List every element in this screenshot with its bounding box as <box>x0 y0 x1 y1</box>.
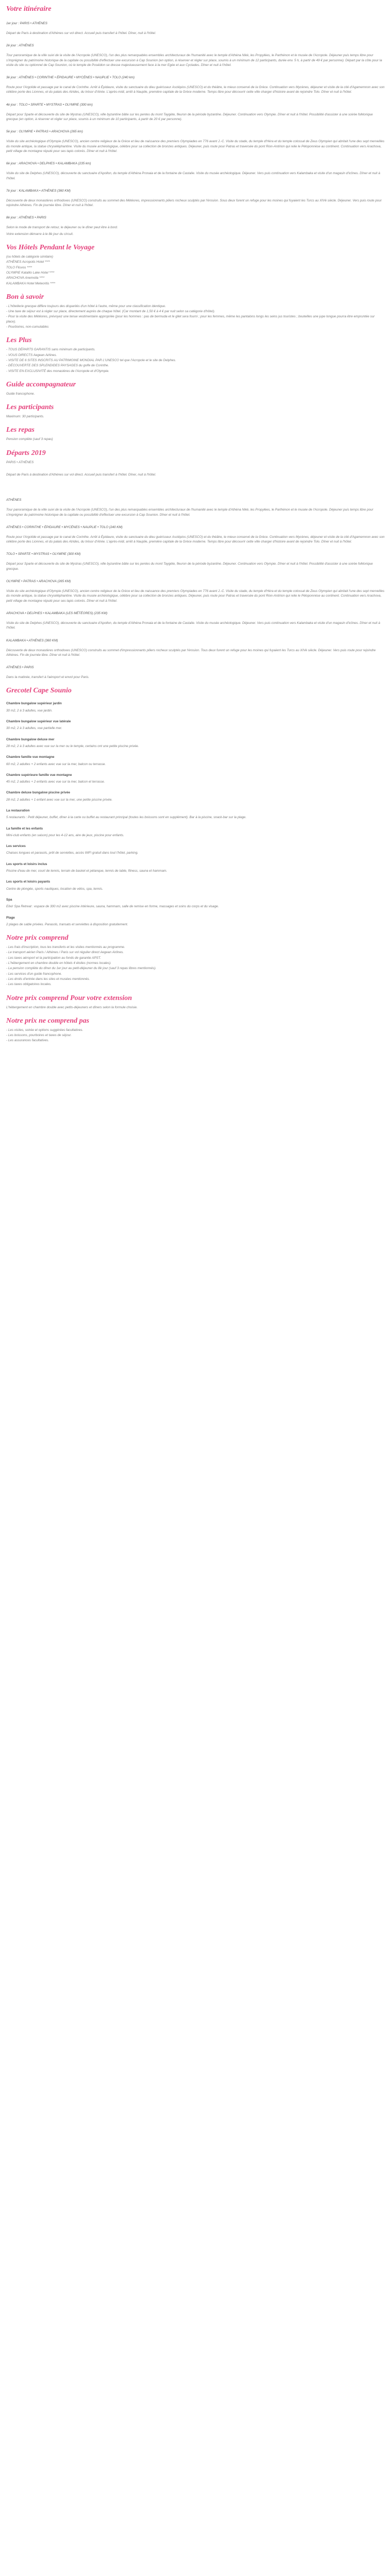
price-excludes-title: Notre prix ne comprend pas <box>6 1016 89 1025</box>
departs-route5-title: ARACHOVA • DELPHES • KALAMBAKA (LES MÉTÉORES) (235 KM) <box>6 611 108 615</box>
day-paragraph: Découverte de deux monastères orthodoxes (UNESCO) construits au sommet des Météores, impressionnants piliers rocheux sculptés par l'érosion. Sous deux furent un refuge pour les moines qui fuyaient les Turcs au XIVè siècle. Déjeuner. Vers puis route pour rejoindre Athènes. Fin de journée libre. Dîner et nuit à l'hôtel. <box>6 198 382 208</box>
departs-route3-title: TOLO • SPARTE • MYSTRAS • OLYMPIE (300 KM) <box>6 552 81 556</box>
day-title: 3è jour : ATHÈNES • CORINTHE • ÉPIDAURE • MYCÈNES • NAUPLIE • TOLO (240 km) <box>6 76 135 80</box>
facility-text: 2 plages de sable privées. Parasols, transats et serviettes à disposition gratuitement. <box>6 922 128 926</box>
list-item: - Les droits d'entrée dans les sites et musées mentionnés. <box>6 977 90 981</box>
day-paragraph: Tour panoramique de la ville suivi de la visite de l'Acropole (UNESCO), l'un des plus remarquables ensembles architecturaux de l'humanité avec le temple d'Athéna Nikè, les Propylées, le Parthénon et le musée de l'Acropole. Déjeuner puis temps libre pour s'imprégner du patrimoine historique de la capitale ou possibilité d'effectuer une excursion à Cap Sounion (en option, à réserver et régler sur place, soumis à un minimum de 12 participants, durée env. 5 h, à partir de 49 € par personne). Départ par la côte pour la visite du site ou optionnel de Cap Sounion, où le temple de Poséidon se dresse majestueusement face à la mer Egée et aux Cyclades. Dîner et nuit à l'hôtel. <box>6 54 382 67</box>
sounio-title: Grecotel Cape Sounio <box>6 687 72 695</box>
facility-text: Piscine d'eau de mer, court de tennis, terrain de basket et pétanque, tennis de table, fitness, sauna et hammam. <box>6 869 168 873</box>
room-label: Chambre supérieure famille vue montagne <box>6 773 72 777</box>
facility-label: Les sports et loisirs payants <box>6 880 51 884</box>
departs-day1: Départ de Paris à destination d'Athènes sur vol direct. Accueil puis transfert à l'hôtel. Dîner, nuit à l'hôtel. <box>6 472 156 477</box>
room-text: 30 m2, 2 à 3 adultes, vue partielle mer. <box>6 726 62 731</box>
facility-text: Centre de plongée, sports nautiques, location de vélos, spa, tennis. <box>6 887 103 891</box>
list-item: - L'hébergement en chambre double en hôtels 4 étoiles (normes locales). <box>6 961 111 965</box>
list-item: - Le transport aérien Paris / Athènes / Paris sur vol régulier direct Aegean Airlines. <box>6 951 124 955</box>
price-excludes-list <box>6 1028 385 1043</box>
departs-route4-title: OLYMPIE • PATRAS • ARACHOVA (265 KM) <box>6 580 71 584</box>
departs-route2-text: Route pour l'Argolide et passage par le canal de Corinthe. Arrêt à Épidaure, visite du sanctuaire du dieu guérisseur Asclépios (UNESCO) et du théâtre, le mieux conservé de la Grèce. Continuation vers Mycènes, déjeuner et visite de la cité d'Agamemnon avec son célèbre porte des Lionnes, et du palais des Atrides, du trésor d'Atrée. L'après-midi, arrêt à Nauplie, première capitale de la Grèce moderne. Temps libre pour découvrir cette ville charger d'histoire avant de rejoindre Tolo. Dîner et nuit à l'hôtel. <box>6 535 385 544</box>
facility-label: Les sports et loisirs inclus <box>6 862 47 866</box>
hotels-title: Vos Hôtels Pendant le Voyage <box>6 244 95 252</box>
list-item: - Les taxes obligatoires locales. <box>6 982 52 987</box>
hotels-list <box>6 255 385 286</box>
meals-text: Pension complète (sauf 3 repas) <box>6 437 53 442</box>
good-to-know-list <box>6 304 385 329</box>
room-text: 60 m2, 2 adultes + 2 enfants avec vue sur la mer, balcon ou terrasse. <box>6 762 106 766</box>
pluses-list <box>6 347 385 373</box>
facility-label: Les services <box>6 844 26 849</box>
price-includes-title: Notre prix comprend <box>6 934 69 942</box>
list-item: OLYMPIE Katalilo Lake Hotel **** <box>6 270 55 275</box>
list-item: - Pourboires, non-cumulables <box>6 325 49 329</box>
day-paragraph: Départ pour Sparte et découverte du site de Mystras (UNESCO), ville byzantine bâtie sur les pentes du mont Taygète, fleuron de la période byzantine. Déjeuner. Continuation vers Olympie. Dîner et nuit à l'hôtel. Possibilité d'assister à une soirée folklorique grecque (en option, à réserver et régler sur place, soumis à un minimum de 10 participants, à partir de 20 € par personne). <box>6 112 373 122</box>
facility-label: Spa <box>6 897 12 902</box>
list-item: - TOUS DÉPARTS GARANTIS sans minimum de participants. <box>6 348 95 352</box>
departs-route7-text: Dans la matinée, transfert à l'aéroport et envol pour Paris. <box>6 675 90 680</box>
list-item: - Pour la visite des Météores, prévoyez une tenue vestimentaire appropriée (pour les hommes : pas de bermuda et le gilet sera fourni ; pour les femmes, même les pantalons longs les seins jus touristes ; bouteilles une jupe longue pourra être empruntée sur place). <box>6 315 375 324</box>
departs-route7-title: ATHÈNES • PARIS <box>6 666 34 670</box>
day-paragraph: Visite du site archéologique d'Olympie (UNESCO), ancien centre religieux de la Grèce et lieu de naissance des premiers Olympiades en 776 avant J.-C. Visite du stade, du temple d'Héra et du temple colossal de Zeus Olympien qui abritait l'une des sept merveilles du monde antique, la statue chryséléphantine. Visite du musée archéologique, célèbre pour sa collection de bronzes antiques. Déjeuner, puis route pour Patras et traversée du pont Rion-Antirion qui relie le Péloponnèse au continent. Continuation vers Arachova, petit village de montagne réputé pour ses tapis colorés. Dîner et nuit à l'hôtel. <box>6 140 385 153</box>
room-text: 30 m2, 2 à 3 adultes, vue jardin. <box>6 708 53 713</box>
list-item: - Les services d'un guide francophone. <box>6 972 62 976</box>
departs-title: Départs 2019 <box>6 449 46 457</box>
facility-text: Elixir Spa Retreat : espace de 300 m2 avec piscine intérieure, sauna, hammam, salle de remise en forme, massages et soins du corps et du visage. <box>6 905 219 909</box>
day-title: 2è jour : ATHÈNES <box>6 44 34 48</box>
list-item: ARACHOVA Anemolia **** <box>6 276 45 280</box>
departs-athenes-title: ATHÈNES <box>6 498 22 502</box>
facility-label: La famille et les enfants <box>6 826 43 831</box>
facility-label: Plage <box>6 916 15 920</box>
guide-text: Guide francophone. <box>6 392 35 396</box>
departs-route3-text: Départ pour Sparte et découverte du site de Mystras (UNESCO), ville byzantine bâtie sur les pentes du mont Taygète, fleuron de la période byzantine. Déjeuner. Continuation vers Olympie. Dîner et nuit à l'hôtel. Possibilité d'assister à une soirée folklorique grecque. <box>6 562 373 571</box>
extension-includes-title: Notre prix comprend Pour votre extension <box>6 994 132 1002</box>
participants-text: Maximum: 30 participants. <box>6 415 44 419</box>
list-item: - Les visites, soirée et options suggérées facultatives. <box>6 1028 84 1032</box>
list-item: - Une taxe de séjour est à régler sur place, directement auprès de chaque hôtel. (Car montant de 1,50 € à 4 € par nuit selon sa catégorie d'hôtel). <box>6 310 215 314</box>
day-paragraph: Départ de Paris à destination d'Athènes sur vol direct. Accueil puis transfert à l'hôtel. Dîner, nuit à l'hôtel. <box>6 31 156 35</box>
day-title: 8è jour : ATHÈNES • PARIS <box>6 216 46 220</box>
facility-text: 5 restaurants : Petit déjeuner, buffet, dîner à la carte ou buffet au restaurant principal (toutes les boissons sont en supplément). Bar à la piscine, snack-bar sur la plage. <box>6 816 247 820</box>
room-label: Chambre bungalow supérieur vue latérale <box>6 720 71 724</box>
list-item: - VISITE DE 6 SITES INSCRITS AU PATRIMOINE MONDIAL PAR L'UNESCO tel que l'Acropole et le site de Delphes. <box>6 358 176 362</box>
departs-route2-title: ATHÈNES • CORINTHE • ÉPIDAURE • MYCÈNES • NAUPLIE • TOLO (240 KM) <box>6 525 123 529</box>
sounio-facilities <box>6 808 385 927</box>
departs-route: PARIS • ATHÈNES <box>6 460 34 464</box>
day-title: 1er jour : PARIS • ATHÈNES <box>6 22 47 25</box>
day-paragraph: Selon le mode de transport de retour, le déjeuner ou le dîner peut être à bord. <box>6 226 118 230</box>
list-item: ATHÈNES Acropolis Hotel **** <box>6 260 50 264</box>
list-item: TOLO Flisvos **** <box>6 265 32 269</box>
facility-label: La restauration <box>6 809 30 812</box>
room-label: Chambre bungalow supérieur jardin <box>6 702 62 706</box>
meals-title: Les repas <box>6 426 35 434</box>
room-text: 28 m2, 2 adultes + 1 enfant avec vue sur la mer, une petite piscine privée. <box>6 798 112 802</box>
list-item: - DÉCOUVERTE DES SPLENDIDES PAYSAGES du golfe de Corinthe. <box>6 364 109 368</box>
departs-route4-text: Visite du site archéologique d'Olympie (UNESCO), ancien centre religieux de la Grèce et lieu de naissance des premiers Olympiades en 776 avant J.-C. Visite du stade, du temple d'Héra et du temple colossal de Zeus Olympien qui abritait l'une des sept merveilles du monde antique, la statue chryséléphantine. Visite du musée archéologique, célèbre pour sa collection de bronzes antiques. Déjeuner, puis route pour Patras et traversée du pont Rion-Antirion qui relie le Péloponnèse au continent. Continuation vers Arachova, petit village de montagne réputé pour ses tapis colorés. Dîner et nuit à l'hôtel. <box>6 589 385 603</box>
list-item: (ou hôtels de catégorie similaire) <box>6 255 53 259</box>
extension-includes-text: L'hébergement en chambre double avec petits-déjeuners et dîners selon la formule choisie. <box>6 1005 138 1009</box>
list-item: - Les taxes aéroport et la participation au fonds de garantie APST. <box>6 956 101 960</box>
room-label: Chambre famille vue montagne <box>6 755 55 759</box>
list-item: - VISITE EN EXCLUSIVITÉ des monastères de l'Acropole et d'Olympie. <box>6 369 109 373</box>
list-item: - Les assurances facultatives. <box>6 1039 49 1043</box>
room-text: 28 m2, 2 à 3 adultes avec vue sur la mer ou le temple, certains ont une petite piscine privée. <box>6 744 139 748</box>
day-paragraph: Route pour l'Argolide et passage par le canal de Corinthe. Arrêt à Épidaure, visite du sanctuaire du dieu guérisseur Asclépios (UNESCO) et du théâtre, le mieux conservé de la Grèce. Continuation vers Mycènes, déjeuner et visite de la cité d'Agamemnon avec son célèbre porte des Lionnes, et du palais des Atrides, du trésor d'Atrée. L'après-midi, arrêt à Nauplie, première capitale de la Grèce moderne. Temps libre pour découvrir cette ville charger d'histoire avant de rejoindre Tolo. Dîner et nuit à l'hôtel. <box>6 86 385 94</box>
list-item: KALAMBAKA Hotel Meteoritis **** <box>6 281 55 285</box>
list-item: - VOUS DIRECTS Aegean Airlines. <box>6 353 57 357</box>
list-item: - La pension complète du dîner du 1er jour au petit-déjeuner du 8è jour (sauf 3 repas libres mentionnés). <box>6 967 156 971</box>
departs-route6-text: Découverte de deux monastères orthodoxes (UNESCO) construits au sommet d'impressionnants piliers rocheux sculptés par l'érosion. Tous deux furent un refuge pour les moines qui fuyaient les Turcs au XIVè siècle. Déjeuner. Vers puis route pour rejoindre Athènes. Fin de journée libre. Dîner et nuit à l'hôtel. <box>6 648 376 657</box>
participants-title: Les participants <box>6 403 54 412</box>
departs-athenes-text: Tour panoramique de la ville suivi de la visite de l'Acropole (UNESCO), l'un des plus remarquables ensembles architecturaux de l'humanité avec le temple d'Athéna Nikè, les Propylées, le Parthénon et le musée de l'Acropole. Déjeuner puis temps libre pour s'imprégner du patrimoine historique de la capitale ou possibilité d'effectuer une excursion à Cap Sounion. Dîner et nuit à l'hôtel. <box>6 508 373 517</box>
departs-route6-title: KALAMBAKA • ATHÈNES (360 KM) <box>6 638 58 642</box>
list-item: - Les boissons, pourboires et taxes de séjour. <box>6 1033 72 1038</box>
list-item: - Les frais d'inscription, tous les transferts et les visites mentionnés au programme. <box>6 945 125 950</box>
itinerary-title: Votre itinéraire <box>6 5 52 13</box>
day-title: 6è jour : ARACHOVA • DELPHES • KALAMBAKA (235 km) <box>6 162 91 166</box>
day-paragraph: Votre extension démarre à le 8è jour du circuit. <box>6 232 74 236</box>
day-title: 7è jour : KALAMBAKA • ATHÈNES (360 KM) <box>6 189 71 193</box>
itinerary-days <box>6 21 385 236</box>
pluses-title: Les Plus <box>6 336 32 345</box>
departs-route5-text: Visite du site de Delphes (UNESCO), découverte du sanctuaire d'Apollon, du temple d'Athéna Pronaia et de la fontaine de Castalie. Visite du musée archéologique. Déjeuner. Vers puis continuation vers Kalambaka et visite d'un magasin d'icônes. Dîner et nuit à l'hôtel. <box>6 621 380 630</box>
day-paragraph: Visite du site de Delphes (UNESCO), découverte du sanctuaire d'Apollon, du temple d'Athéna Pronaia et de la fontaine de Castalie. Visite du musée archéologique. Déjeuner. Vers puis continuation vers Kalambaka et visite d'un magasin d'icônes. Dîner et nuit à l'hôtel. <box>6 172 380 180</box>
guide-title: Guide accompagnateur <box>6 380 76 388</box>
room-text: 45 m2, 2 adultes + 2 enfants avec vue sur la mer, balcon et terrasse. <box>6 780 105 784</box>
facility-text: Chaises longues et parasols, prêt de serviettes, accès WiFi gratuit dans tout l'hôtel, parking. <box>6 851 138 855</box>
sounio-rooms <box>6 701 385 802</box>
good-to-know-title: Bon à savoir <box>6 293 44 301</box>
room-label: Chambre deluxe bungalow piscine privée <box>6 791 70 795</box>
list-item: - L'hôtellerie grecque diffère toujours des disparités d'un hôtel à l'autre, même pour une classification identique. <box>6 304 166 308</box>
day-title: 5è jour : OLYMPIE • PATRAS • ARACHOVA (265 km) <box>6 130 83 134</box>
room-label: Chambre bungalow deluxe mer <box>6 737 55 741</box>
facility-text: Mini-club enfants (en saison) pour les 4-12 ans, aire de jeux, piscine pour enfants. <box>6 833 124 837</box>
price-includes-list <box>6 945 385 987</box>
day-title: 4è jour : TOLO • SPARTE • MYSTRAS • OLYMPIE (300 km) <box>6 103 93 107</box>
